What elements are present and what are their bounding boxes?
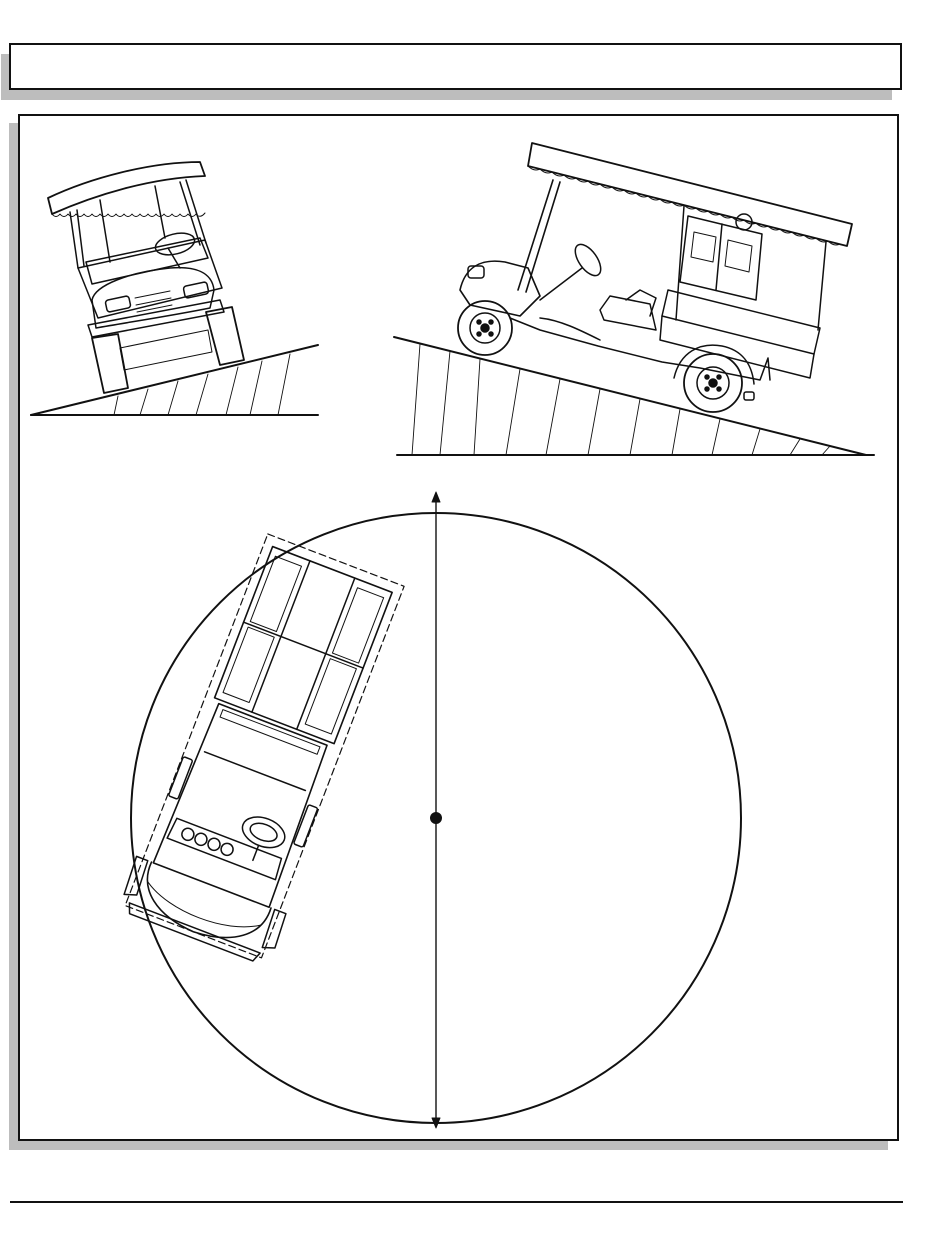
footer-rule [10,1201,903,1203]
top-view-vehicle-illustration [116,531,412,966]
front-view-slope-illustration [31,162,318,415]
slope-hatching [114,354,290,415]
turning-circle-diagram [131,492,741,1128]
side-view-incline-illustration [394,143,874,455]
